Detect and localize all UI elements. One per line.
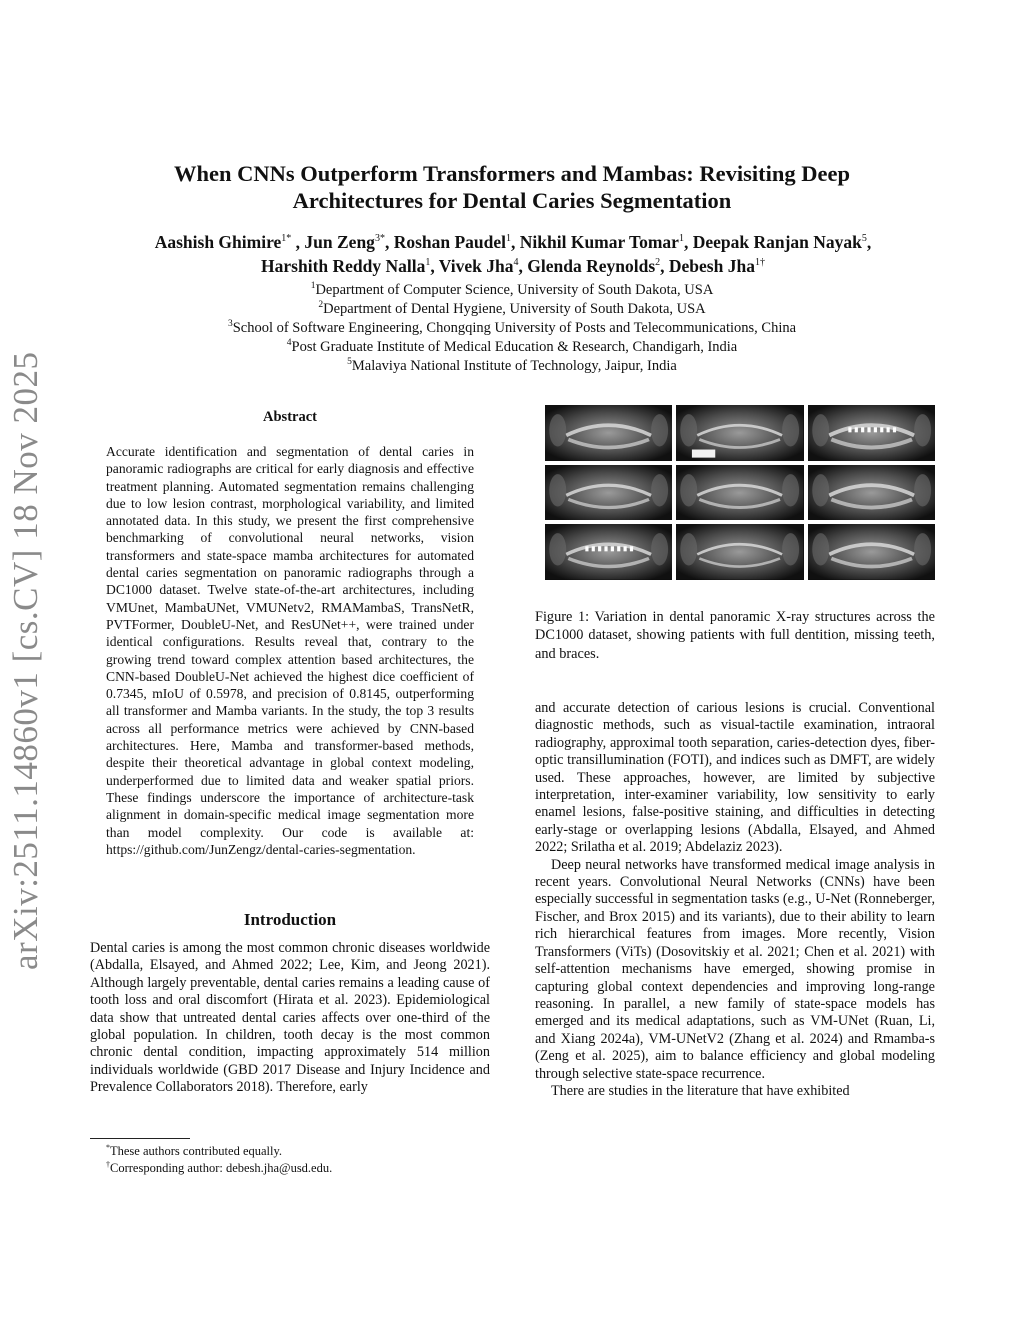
panoramic-xray-9 [808, 524, 935, 580]
title-line-1: When CNNs Outperform Transformers and Mambas: Revisiting Deep [174, 161, 850, 186]
footnote-rule [90, 1138, 190, 1139]
footnote-mark: * [106, 1142, 110, 1152]
author-name: Glenda Reynolds [527, 256, 656, 276]
paragraph: There are studies in the literature that have exhibited [551, 1082, 850, 1099]
abstract-text: Accurate identification and segmentation of dental caries in panoramic radiographs are critical for early diagnosis and effective treatment planning. Automated segmentation remains challenging due to low lesion contrast, morphological variability, and limited annotated data. In this study, we present the first comprehensive benchmarking of convolutional neural networks, vision transformers and state-space mamba architectures for automated dental caries segmentation on panoramic radiographs through a DC1000 dataset. Twelve state-of-the-art architectures, including VMUnet, MambaUNet, VMUNetv2, RMAMambaS, TransNetR, PVTFormer, DoubleU-Net, and ResUNet++, were trained under identical configurations. Results reveal that, contrary to the growing trend toward complex attention based architectures, the CNN-based DoubleU-Net achieved the highest dice coefficient of 0.7345, mIoU of 0.5978, and precision of 0.8145, outperforming all transformer and Mamba variants. In the study, the top 3 results across all performance metrics were achieved by CNN-based architectures. Here, Mamba and transformer-based methods, despite their theoretical advantage in global context modeling, underperformed due to limited data and weaker spatial priors. These findings underscore the importance of architecture-task alignment in domain-specific medical image segmentation more than model complexity. Our code is available at: https://github.com/JunZengz/dental-caries-segmentation. [106, 444, 474, 857]
panoramic-xray-3 [808, 405, 935, 461]
affiliation-number: 4 [286, 338, 292, 349]
panoramic-xray-2 [676, 405, 803, 461]
affiliation [110, 319, 914, 338]
footnote [106, 1160, 490, 1177]
author-affil-mark: 1* [281, 233, 292, 245]
introduction-text: Dental caries is among the most common chronic diseases worldwide (Abdalla, Elsayed, and Ahmed 2022; Lee, Kim, and Jeong 2021). Although largely preventable, dental caries remains a leading cause of tooth loss and oral discomfort (Hirata et al. 2023). Epidemiological data show that untreated dental caries affects over one-third of the global population. In children, tooth decay is the most common chronic dental condition, impacting approximately 514 million individuals worldwide (GBD 2017 Disease and Injury Incidence and Prevalence Collaborators 2018). Therefore, early [90, 940, 490, 1096]
affiliation-text: Malaviya National Institute of Technology, Jaipur, India [351, 358, 677, 374]
author-affil-mark: 1 [425, 257, 431, 269]
author-name: Debesh Jha [668, 256, 755, 276]
author-list: Aashish Ghimire$^{1*}$ , Jun Zeng$^{3*}$, Roshan Paudel$^1$, Nikhil Kumar Tomar$^1$, Deepak Ranjan Nayak$^5$, Harshith Reddy Nalla$^1$, Vivek Jha$^4$, Glenda Reynolds$^2$, Debesh Jha$^{1\dagger}$ [154, 232, 872, 276]
author-affil-mark: 3* [374, 233, 385, 245]
affiliation [110, 281, 914, 300]
abstract-heading: Abstract [263, 409, 317, 425]
author-affil-mark: 1 [506, 233, 512, 245]
arxiv-stamp: arXiv:2511.14860v1 [cs.CV] 18 Nov 2025 [6, 351, 45, 970]
panoramic-xray-5 [676, 465, 803, 521]
footnote [106, 1143, 490, 1160]
author-name: Jun Zeng [304, 232, 375, 252]
paper-title [110, 160, 914, 214]
footnote-text: These authors contributed equally. [110, 1144, 283, 1158]
author-name: Nikhil Kumar Tomar [519, 232, 679, 252]
title-line-2: Architectures for Dental Caries Segmentation [292, 188, 732, 213]
affiliation-number: 2 [318, 300, 324, 311]
figure-caption: Figure 1: Variation in dental panoramic X-ray structures across the DC1000 dataset, showing patients with full dentition, missing teeth, and braces. [535, 609, 935, 662]
introduction-heading: Introduction [243, 910, 337, 929]
author-affil-mark: 5 [861, 233, 867, 245]
author-name: Roshan Paudel [393, 232, 507, 252]
author-affil-mark: 1† [754, 257, 765, 269]
author-affil-mark: 2 [655, 257, 661, 269]
footnote-text: Corresponding author: debesh.jha@usd.edu. [110, 1161, 333, 1175]
paragraph: Deep neural networks have transformed medical image analysis in recent years. Convolutional Neural Networks (CNNs) have been especially successful in segmentation tasks (e.g., U-Net (Ronneberger, Fischer, and Brox 2015) and its variants), due to their ability to learn rich hierarchical features from images. More recently, Vision Transformers (ViTs) (Dosovitskiy et al. 2021; Chen et al. 2021) with self-attention mechanisms have emerged, showing promise in capturing global context dependencies and improving long-range reasoning. In parallel, a new family of state-space models has emerged and its medical adaptations, such as VM-UNet (Ruan, Li, and Xiang 2024a), VM-UNetV2 (Zhang et al. 2024) and Rmamba-s (Zeng et al. 2025), aim to balance efficiency and global modeling through selective state-space recurrence. [535, 856, 935, 1082]
panoramic-xray-4 [545, 465, 672, 521]
author-affil-mark: 1 [678, 233, 684, 245]
panoramic-xray-6 [808, 465, 935, 521]
panoramic-xray-7 [545, 524, 672, 580]
affiliation-number: 1 [310, 281, 316, 292]
affiliations [110, 281, 914, 376]
affiliation-text: Department of Computer Science, University of South Dakota, USA [315, 282, 714, 298]
footnotes [106, 1143, 490, 1177]
affiliation [110, 338, 914, 357]
affiliation [110, 300, 914, 319]
panoramic-xray-1 [545, 405, 672, 461]
affiliation-text: Post Graduate Institute of Medical Education & Research, Chandigarh, India [291, 339, 738, 355]
paragraph: and accurate detection of carious lesions is crucial. Conventional diagnostic methods, such as visual-tactile examination, intraoral radiography, approximal tooth separation, caries-detection dyes, fiber-optic transillumination (FOTI), and indices such as DMFT, are widely used. These approaches, however, are limited by subjective interpretation, inter-examiner variability, low sensitivity to early enamel lesions, false-positive staining, and difficulties in detecting early-stage or overlapping lesions (Abdalla, Elsayed, and Ahmed 2022; Srilatha et al. 2019; Abdelaziz 2023). [535, 700, 935, 856]
footnote-mark: † [106, 1159, 110, 1169]
author-name: Aashish Ghimire [154, 232, 282, 252]
affiliation-text: Department of Dental Hygiene, University of South Dakota, USA [323, 301, 706, 317]
affiliation [110, 357, 914, 376]
author-name: Harshith Reddy Nalla [261, 256, 426, 276]
affiliation-text: School of Software Engineering, Chongqing University of Posts and Telecommunications, China [232, 320, 797, 336]
affiliation-number: 3 [227, 319, 233, 330]
panoramic-xray-8 [676, 524, 803, 580]
affiliation-number: 5 [347, 357, 352, 368]
right-column-text [535, 700, 935, 1100]
author-name: Deepak Ranjan Nayak [692, 232, 862, 252]
figure-1-xray-grid [545, 405, 935, 580]
author-affil-mark: 4 [513, 257, 519, 269]
author-name: Vivek Jha [438, 256, 514, 276]
